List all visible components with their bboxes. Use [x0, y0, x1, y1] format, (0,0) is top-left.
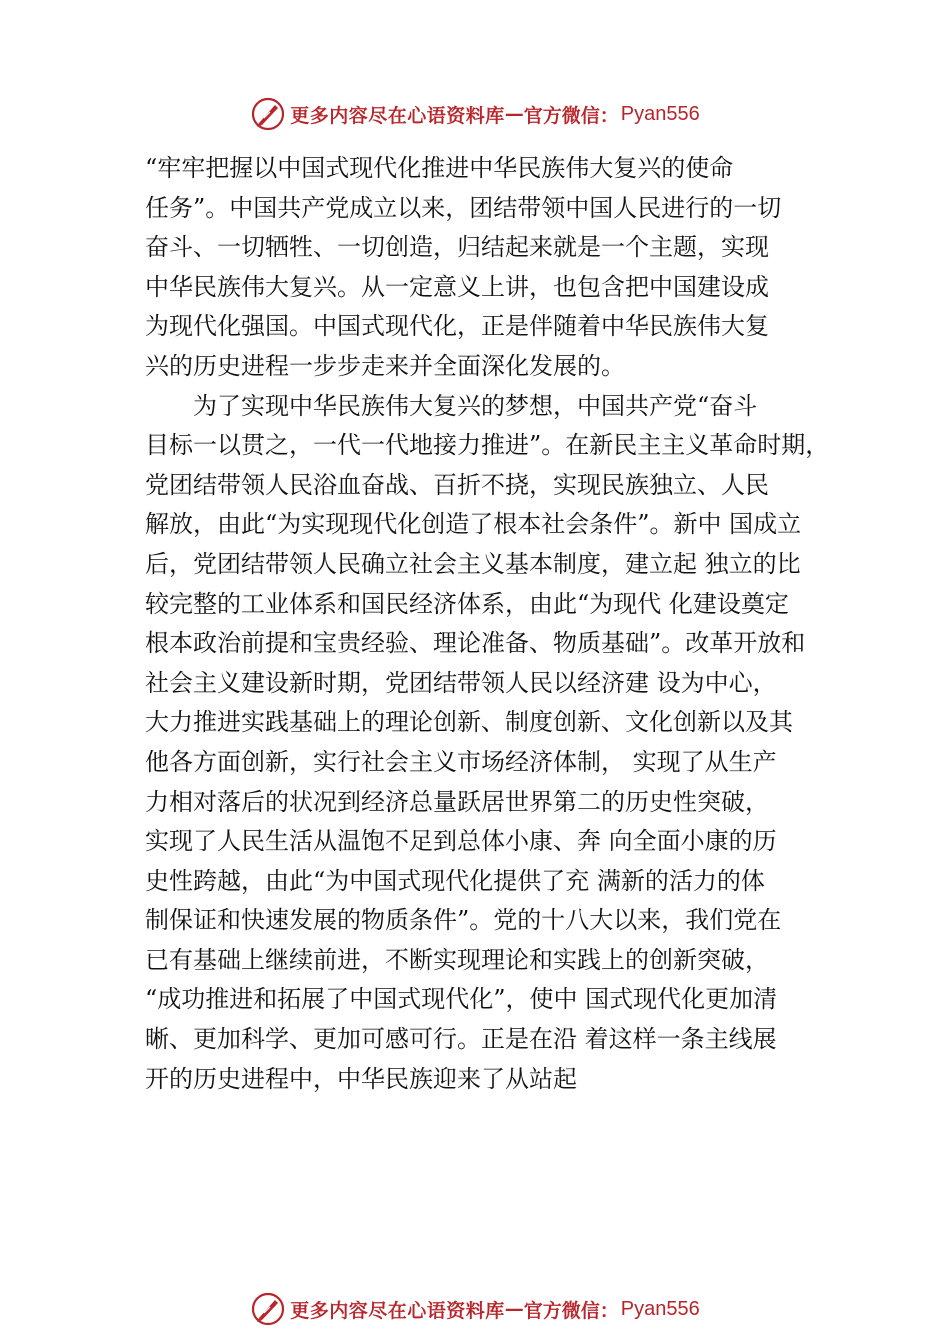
banner-title: 更多内容尽在心语资料库 — [290, 104, 505, 127]
body-line: 解放，由此“为实现现代化创造了根本社会条件”。新中 国成立 — [145, 510, 802, 539]
body-line: 大力推进实践基础上的理论创新、制度创新、文化创新以及其 — [145, 708, 793, 737]
banner-title: 更多内容尽在心语资料库 — [290, 1299, 505, 1322]
quill-pen-icon — [250, 96, 286, 132]
body-line: 社会主义建设新时期，党团结带领人民以经济建 设为中心， — [145, 668, 777, 697]
body-line: 党团结带领人民浴血奋战、百折不挠，实现民族独立、人民 — [145, 470, 769, 499]
body-line: 任务”。中国共产党成立以来，团结带领中国人民进行的一切 — [145, 193, 782, 222]
body-line: 为现代化强国。中国式现代化，正是伴随着中华民族伟大复 — [145, 312, 769, 341]
body-line: 力相对落后的状况到经济总量跃居世界第二的历史性突破， — [145, 787, 769, 816]
body-line: 较完整的工业体系和国民经济体系，由此“为现代 化建设奠定 — [145, 589, 789, 618]
banner-separator: — — [504, 103, 524, 125]
banner-wechat-label: 官方微信： — [523, 1299, 619, 1322]
header-banner — [0, 94, 950, 134]
body-line: “牢牢把握以中国式现代化推进中华民族伟大复兴的使命 — [145, 154, 734, 182]
banner-separator: — — [504, 1298, 524, 1320]
banner-wechat-id: Pyan556 — [620, 1297, 700, 1320]
body-line: “成功推进和拓展了中国式现代化”，使中 国式现代化更加清 — [145, 985, 778, 1014]
body-line: 已有基础上继续前进，不断实现理论和实践上的创新突破， — [145, 945, 769, 974]
body-line: 兴的历史进程一步步走来并全面深化发展的。 — [145, 351, 625, 380]
footer-banner — [0, 1289, 950, 1329]
body-line: 目标一以贯之，一代一代地接力推进”。在新民主主义革命时期， — [145, 431, 830, 460]
banner-wechat-label: 官方微信： — [523, 104, 619, 127]
body-line: 中华民族伟大复兴。从一定意义上讲，也包含把中国建设成 — [145, 272, 769, 301]
banner-wechat-id: Pyan556 — [620, 102, 700, 125]
body-line: 后，党团结带领人民确立社会主义基本制度，建立起 独立的比 — [145, 549, 801, 578]
body-line: 制保证和快速发展的物质条件”。党的十八大以来，我们党在 — [145, 906, 782, 935]
body-line: 奋斗、一切牺牲、一切创造，归结起来就是一个主题，实现 — [145, 233, 769, 262]
body-line: 开的历史进程中，中华民族迎来了从站起 — [145, 1064, 577, 1093]
body-line: 根本政治前提和宝贵经验、理论准备、物质基础”。改革开放和 — [145, 629, 806, 658]
paragraph-start-line: 为了实现中华民族伟大复兴的梦想，中国共产党“奋斗 — [193, 391, 758, 420]
body-line: 他各方面创新，实行社会主义市场经济体制， 实现了从生产 — [145, 747, 777, 776]
quill-pen-icon — [250, 1291, 286, 1327]
body-line: 史性跨越，由此“为中国式现代化提供了充 满新的活力的体 — [145, 866, 765, 895]
document-body — [145, 149, 845, 1099]
body-line: 实现了人民生活从温饱不足到总体小康、奔 向全面小康的历 — [145, 827, 777, 856]
body-line: 晰、更加科学、更加可感可行。正是在沿 着这样一条主线展 — [145, 1025, 777, 1054]
